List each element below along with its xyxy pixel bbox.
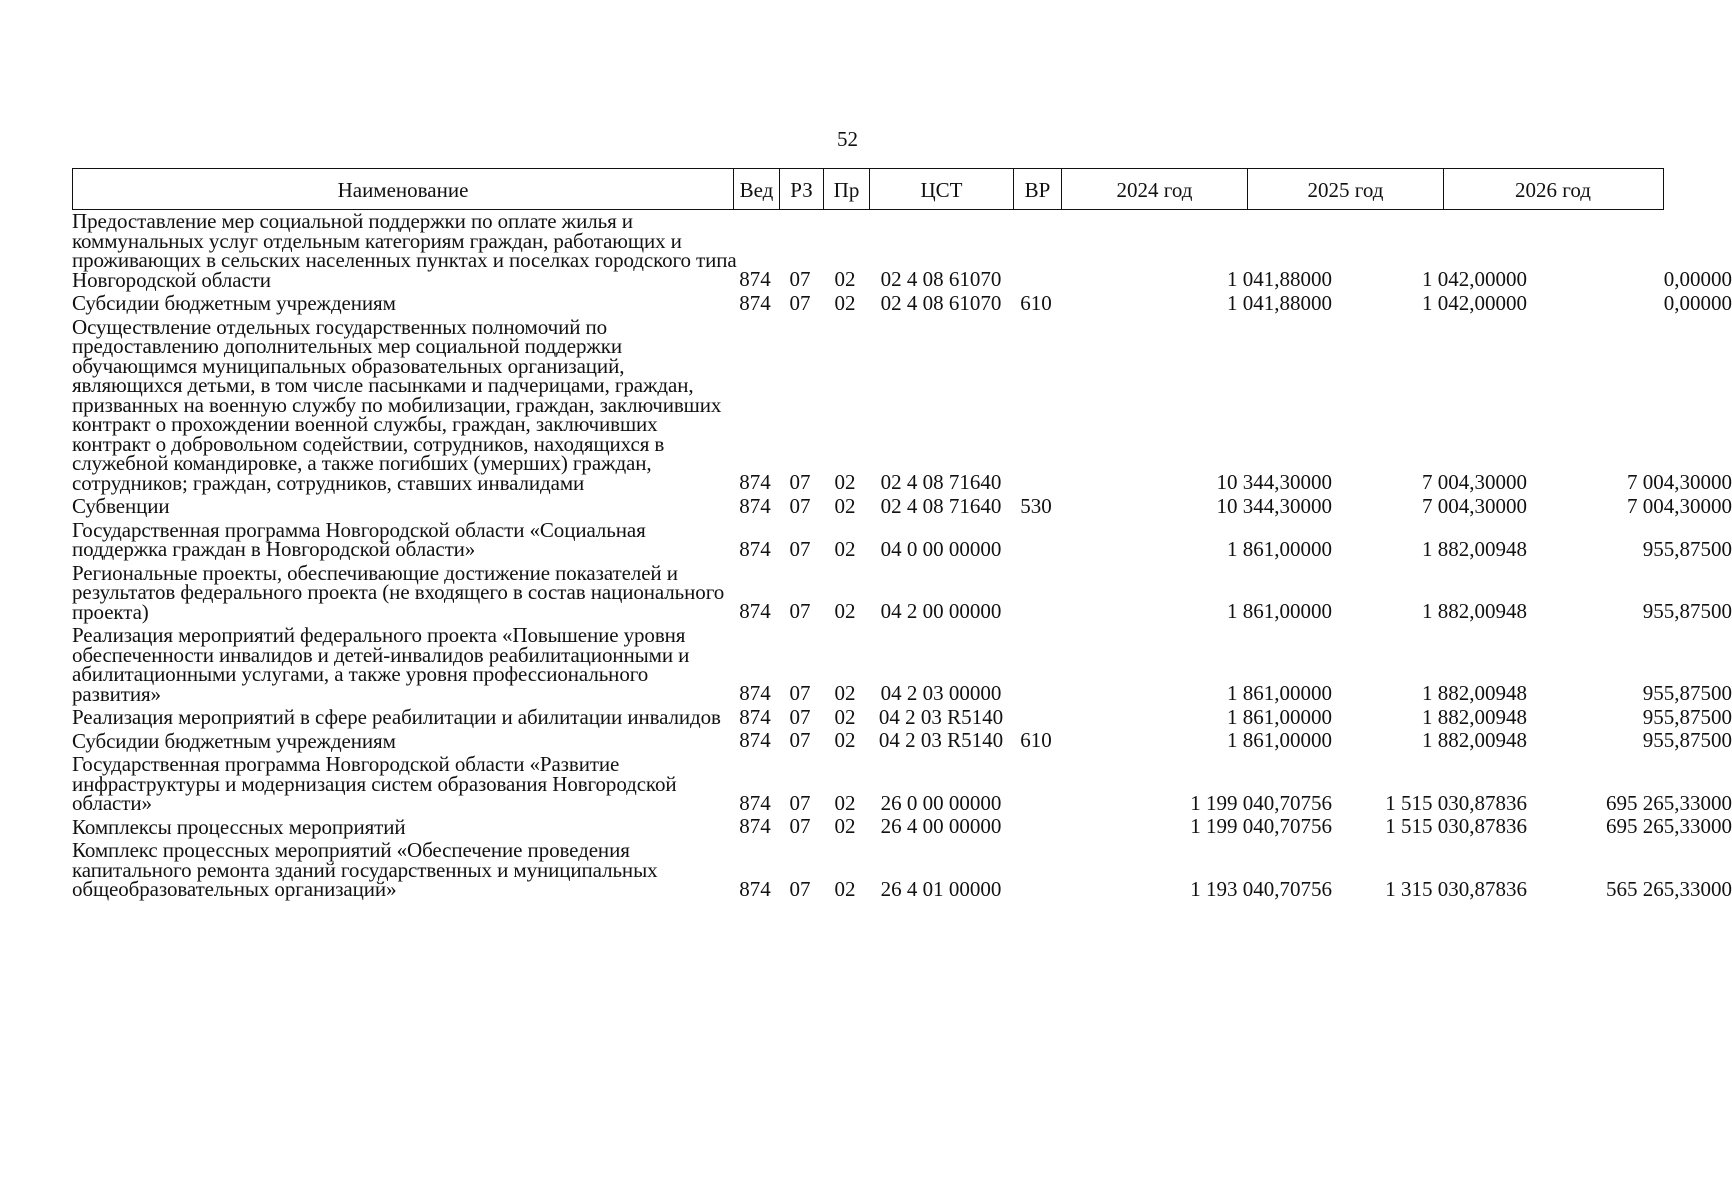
cell-2025: 7 004,30000 [1422,470,1527,494]
cell-ved: 874 [739,536,771,561]
cell-2024: 10 344,30000 [1216,493,1332,518]
header-cst: ЦСТ [869,169,1013,209]
cell-ved: 874 [739,470,771,494]
header-2024: 2024 год [1061,169,1247,209]
row-name: Государственная программа Новгородской области «Развитие инфраструктуры и модернизация систем образования Новгородской области» [72,752,677,815]
cell-2026: 955,87500 [1642,536,1732,561]
cell-2026: 955,87500 [1642,728,1732,752]
table-row [72,728,1732,754]
cell-2026: 0,00000 [1663,267,1732,291]
table-row [72,493,1732,519]
row-name: Субсидии бюджетным учреждениям [72,291,396,315]
table-row [72,560,1732,625]
table-body [72,209,1732,902]
table-row [72,517,1732,562]
header-2026: 2026 год [1443,169,1662,209]
cell-2024: 1 041,88000 [1227,267,1332,291]
cell-pr: 02 [834,267,856,291]
cell-2025: 7 004,30000 [1422,493,1527,518]
row-name: Региональные проекты, обеспечивающие достижение показателей и результатов федерального проекта (не входящего в состав национального проекта) [72,560,725,624]
cell-ved: 874 [739,267,771,291]
row-name: Реализация мероприятий федерального проекта «Повышение уровня обеспеченности инвалидов и детей-инвалидов реабилитационными и абилитационными услугами, а также уровня профессионального развития» [72,623,690,706]
cell-pr: 02 [834,876,856,901]
cell-cst: 02 4 08 61070 [880,267,1002,291]
header-vr: ВР [1013,169,1061,209]
cell-ved: 874 [739,728,771,752]
cell-cst: 26 4 00 00000 [880,814,1002,838]
cell-2024: 1 041,88000 [1227,290,1332,315]
cell-rz: 07 [789,290,811,315]
cell-vr: 610 [1020,290,1052,315]
cell-rz: 07 [789,681,811,705]
cell-2025: 1 042,00000 [1422,267,1527,291]
cell-2025: 1 882,00948 [1422,704,1527,729]
cell-rz: 07 [789,599,811,623]
cell-vr: 530 [1020,493,1052,518]
header-rz: РЗ [779,169,823,209]
cell-pr: 02 [834,728,856,752]
cell-2026: 7 004,30000 [1627,493,1732,518]
cell-2024: 1 193 040,70756 [1190,876,1332,901]
cell-rz: 07 [789,728,811,752]
cell-rz: 07 [789,790,811,815]
cell-2025: 1 882,00948 [1422,728,1527,752]
cell-ved: 874 [739,876,771,901]
row-name: Предоставление мер социальной поддержки по оплате жилья и коммунальных услуг отдельным категориям граждан, работающих и проживающих в сельских населенных пунктах и поселках городского типа Новгородской области [72,209,737,292]
row-name: Субсидии бюджетным учреждениям [72,728,396,753]
cell-ved: 874 [739,704,771,729]
cell-cst: 02 4 08 71640 [880,470,1002,494]
cell-cst: 26 4 01 00000 [880,876,1002,901]
cell-pr: 02 [834,493,856,518]
cell-2026: 955,87500 [1642,704,1732,729]
cell-cst: 04 2 00 00000 [880,599,1002,623]
cell-ved: 874 [739,290,771,315]
cell-2026: 955,87500 [1642,681,1732,705]
cell-cst: 02 4 08 71640 [880,493,1002,518]
page-number: 52 [837,127,858,151]
cell-pr: 02 [834,681,856,705]
cell-rz: 07 [789,470,811,494]
cell-ved: 874 [739,681,771,705]
row-name: Осуществление отдельных государственных полномочий по предоставлению дополнительных мер социальной поддержки обучающимся муниципальных образовательных организаций, являющихся детьми, в том числе пасынками и падчерицами, граждан, призванных на военную службу по мобилизации, граждан, заключивших контракт о прохождении военной службы, граждан, заключивших контракт о добровольном содействии, сотрудников, находящихся в служебной командировке, а также погибших (умерших) граждан, сотрудников; граждан, сотрудников, ставших инвалидами [72,314,722,495]
table-row [72,838,1732,902]
table-row [72,314,1732,496]
cell-rz: 07 [789,267,811,291]
cell-cst: 04 2 03 R5140 [878,704,1004,729]
cell-cst: 04 2 03 R5140 [878,728,1004,752]
cell-2026: 695 265,33000 [1606,790,1732,815]
row-name: Комплексы процессных мероприятий [72,814,406,839]
cell-rz: 07 [789,876,811,901]
cell-ved: 874 [739,814,771,838]
row-name: Комплекс процессных мероприятий «Обеспечение проведения капитального ремонта зданий государственных и муниципальных общеобразовательных организаций» [72,838,658,901]
cell-pr: 02 [834,704,856,729]
table-row [72,290,1732,316]
cell-2024: 1 861,00000 [1227,681,1332,705]
cell-2026: 955,87500 [1642,599,1732,623]
cell-2026: 695 265,33000 [1606,814,1732,838]
table-row [72,752,1732,816]
cell-pr: 02 [834,290,856,315]
cell-2024: 1 861,00000 [1227,536,1332,561]
header-2025: 2025 год [1247,169,1443,209]
cell-2026: 7 004,30000 [1627,470,1732,494]
cell-2025: 1 882,00948 [1422,681,1527,705]
cell-vr: 610 [1020,728,1052,752]
cell-rz: 07 [789,536,811,561]
table-row [72,209,1732,292]
cell-2025: 1 882,00948 [1422,599,1527,623]
header-pr: Пр [823,169,869,209]
cell-cst: 02 4 08 61070 [880,290,1002,315]
table-row [72,623,1732,706]
header-name: Наименование [337,177,469,202]
cell-2025: 1 882,00948 [1422,536,1527,561]
cell-2024: 1 861,00000 [1227,704,1332,729]
cell-2024: 1 199 040,70756 [1190,790,1332,815]
cell-rz: 07 [789,814,811,838]
cell-ved: 874 [739,790,771,815]
cell-rz: 07 [789,493,811,518]
cell-2024: 1 861,00000 [1227,728,1332,752]
table-header [72,168,1664,210]
row-name: Государственная программа Новгородской области «Социальная поддержка граждан в Новгородской области» [72,517,646,561]
cell-cst: 04 0 00 00000 [880,536,1002,561]
cell-2024: 10 344,30000 [1216,470,1332,494]
cell-cst: 04 2 03 00000 [880,681,1002,705]
header-ved: Вед [733,169,779,209]
cell-2024: 1 199 040,70756 [1190,814,1332,838]
cell-2025: 1 515 030,87836 [1385,790,1527,815]
cell-2025: 1 515 030,87836 [1385,814,1527,838]
cell-pr: 02 [834,599,856,623]
table-row [72,814,1732,840]
row-name: Реализация мероприятий в сфере реабилитации и абилитации инвалидов [72,705,721,729]
cell-ved: 874 [739,493,771,518]
cell-cst: 26 0 00 00000 [880,790,1002,815]
cell-rz: 07 [789,704,811,729]
row-name: Субвенции [72,494,170,518]
cell-pr: 02 [834,790,856,815]
cell-2024: 1 861,00000 [1227,599,1332,623]
table-row [72,704,1732,730]
cell-pr: 02 [834,470,856,494]
cell-2026: 0,00000 [1663,290,1732,315]
cell-ved: 874 [739,599,771,623]
cell-pr: 02 [834,536,856,561]
cell-2025: 1 042,00000 [1422,290,1527,315]
cell-2026: 565 265,33000 [1606,876,1732,901]
cell-pr: 02 [834,814,856,838]
cell-2025: 1 315 030,87836 [1385,876,1527,901]
